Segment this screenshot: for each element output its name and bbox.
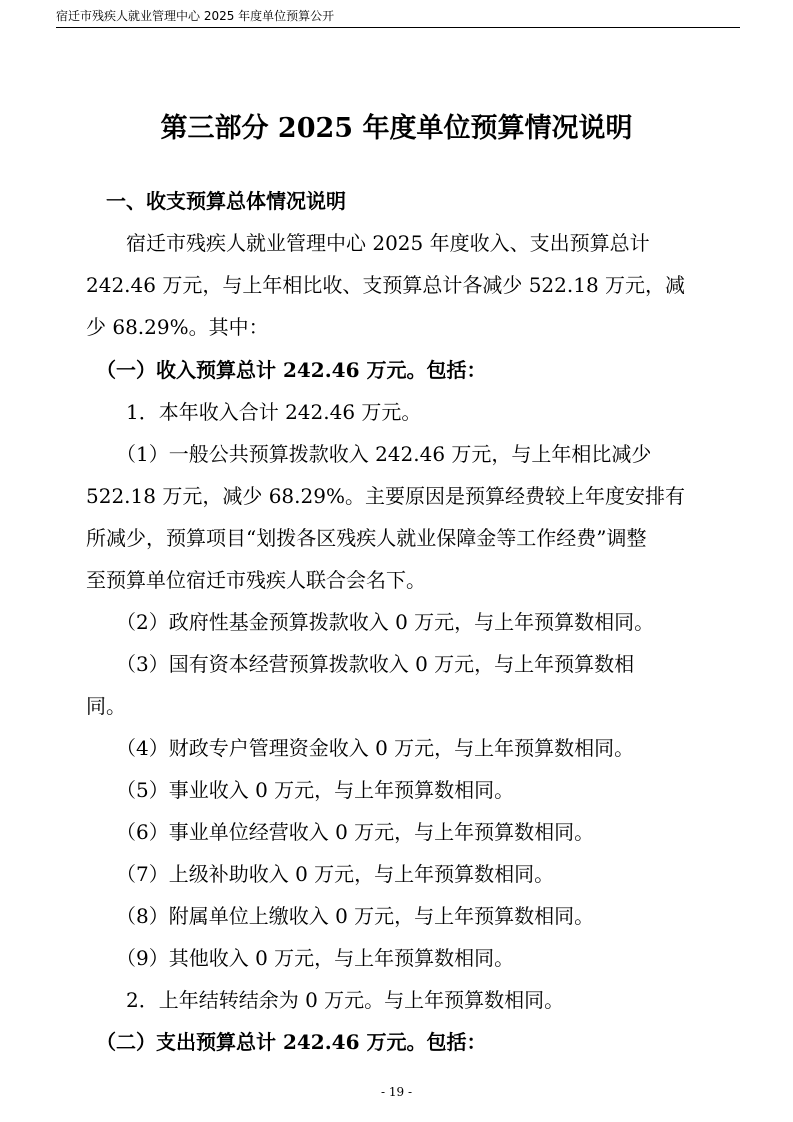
paragraph-line: 所减少，预算项目“划拨各区残疾人就业保障金等工作经费”调整 — [86, 526, 647, 550]
paragraph-line: 1．本年收入合计 242.46 万元。 — [86, 400, 422, 424]
paragraph-line: （5）事业收入 0 万元，与上年预算数相同。 — [86, 778, 515, 802]
paragraph-line: （8）附属单位上缴收入 0 万元，与上年预算数相同。 — [86, 904, 595, 928]
paragraph-line: （9）其他收入 0 万元，与上年预算数相同。 — [86, 946, 515, 970]
paragraph-line: （4）财政专户管理资金收入 0 万元，与上年预算数相同。 — [86, 736, 635, 760]
section-heading-1: 一、收支预算总体情况说明 — [86, 189, 346, 213]
subsection-heading-income: （一）收入预算总计 242.46 万元。包括： — [86, 358, 487, 382]
paragraph-line: （6）事业单位经营收入 0 万元，与上年预算数相同。 — [86, 820, 595, 844]
paragraph-line: 522.18 万元，减少 68.29%。主要原因是预算经费较上年度安排有 — [86, 484, 685, 508]
paragraph-line: （1）一般公共预算拨款收入 242.46 万元，与上年相比减少 — [86, 442, 652, 466]
subsection-heading-expenditure: （二）支出预算总计 242.46 万元。包括： — [86, 1030, 487, 1054]
page-number: - 19 - — [380, 1085, 412, 1099]
header-rule — [56, 27, 740, 28]
paragraph-line: 少 68.29%。其中： — [86, 315, 269, 339]
paragraph-line: 宿迁市残疾人就业管理中心 2025 年度收入、支出预算总计 — [86, 231, 650, 255]
page-title: 第三部分 2025 年度单位预算情况说明 — [160, 113, 633, 144]
running-header: 宿迁市残疾人就业管理中心 2025 年度单位预算公开 — [56, 9, 335, 23]
paragraph-line: 至预算单位宿迁市残疾人联合会名下。 — [86, 568, 426, 592]
paragraph-line: 同。 — [86, 694, 126, 718]
paragraph-line: （2）政府性基金预算拨款收入 0 万元，与上年预算数相同。 — [86, 610, 655, 634]
paragraph-line: 242.46 万元，与上年相比收、支预算总计各减少 522.18 万元，减 — [86, 273, 686, 297]
paragraph-line: （7）上级补助收入 0 万元，与上年预算数相同。 — [86, 862, 555, 886]
paragraph-line: 2．上年结转结余为 0 万元。与上年预算数相同。 — [86, 988, 565, 1012]
paragraph-line: （3）国有资本经营预算拨款收入 0 万元，与上年预算数相 — [86, 652, 635, 676]
